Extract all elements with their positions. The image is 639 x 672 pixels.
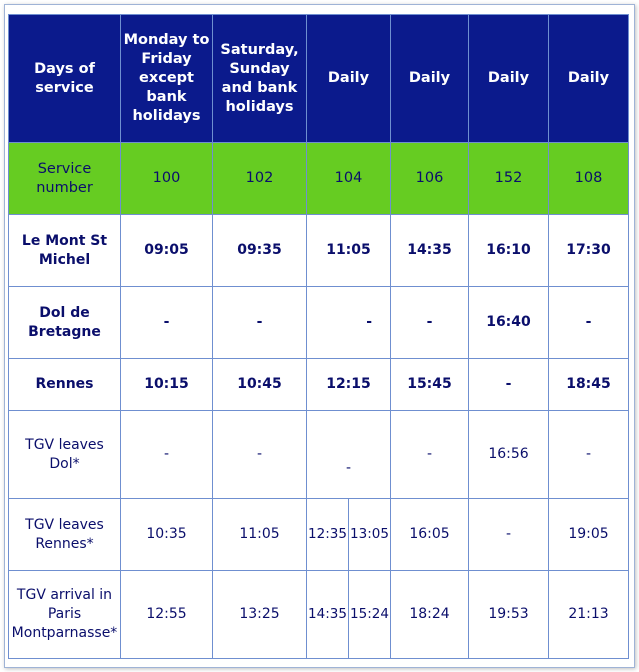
- time-cell: 18:45: [549, 359, 629, 411]
- service-number-6: 108: [549, 143, 629, 215]
- time-cell: 12:35: [307, 499, 349, 571]
- time-cell: 16:40: [469, 287, 549, 359]
- service-number-4: 106: [391, 143, 469, 215]
- time-cell: 13:25: [213, 571, 307, 659]
- time-cell: 16:05: [391, 499, 469, 571]
- table-row: [9, 571, 629, 659]
- table-row: [9, 359, 629, 411]
- time-cell: 17:30: [549, 215, 629, 287]
- service-number-5: 152: [469, 143, 549, 215]
- timetable: [8, 14, 629, 659]
- time-cell: -: [549, 411, 629, 499]
- time-cell: 15:24: [349, 571, 391, 659]
- header-col-2: Saturday, Sunday and bank holidays: [213, 15, 307, 143]
- header-col-1: Monday to Friday except bank holidays: [121, 15, 213, 143]
- station-le-mont-st-michel: Le Mont St Michel: [9, 215, 121, 287]
- time-cell: 15:45: [391, 359, 469, 411]
- header-col-3: Daily: [307, 15, 391, 143]
- tgv-leaves-dol-label: TGV leaves Dol*: [9, 411, 121, 499]
- time-cell: 10:35: [121, 499, 213, 571]
- header-col-6: Daily: [549, 15, 629, 143]
- time-cell: 14:35: [391, 215, 469, 287]
- time-cell: 10:15: [121, 359, 213, 411]
- tgv-leaves-rennes-label: TGV leaves Rennes*: [9, 499, 121, 571]
- time-cell: 18:24: [391, 571, 469, 659]
- time-cell: -: [213, 411, 307, 499]
- time-cell: 16:10: [469, 215, 549, 287]
- table-row: [9, 287, 629, 359]
- header-row: [9, 15, 629, 143]
- time-cell: 12:55: [121, 571, 213, 659]
- service-number-row: [9, 143, 629, 215]
- time-cell: -: [213, 287, 307, 359]
- table-row: [9, 499, 629, 571]
- time-cell: 11:05: [307, 215, 391, 287]
- service-number-1: 100: [121, 143, 213, 215]
- table-row: [9, 215, 629, 287]
- header-col-4: Daily: [391, 15, 469, 143]
- time-cell: 11:05: [213, 499, 307, 571]
- days-of-service-label: Days of service: [9, 15, 121, 143]
- time-cell: -: [121, 287, 213, 359]
- time-cell: 21:13: [549, 571, 629, 659]
- time-cell: 09:05: [121, 215, 213, 287]
- time-cell: 12:15: [307, 359, 391, 411]
- service-number-3: 104: [307, 143, 391, 215]
- time-cell: [307, 411, 391, 499]
- time-cell: 14:35: [307, 571, 349, 659]
- service-number-label: Service number: [9, 143, 121, 215]
- tgv-arrival-paris-label: TGV arrival in Paris Montparnasse*: [9, 571, 121, 659]
- time-value: -: [345, 460, 352, 476]
- time-cell: -: [549, 287, 629, 359]
- time-cell: 10:45: [213, 359, 307, 411]
- time-cell: 09:35: [213, 215, 307, 287]
- service-number-2: 102: [213, 143, 307, 215]
- time-cell: 13:05: [349, 499, 391, 571]
- time-cell: 16:56: [469, 411, 549, 499]
- time-cell: -: [307, 287, 391, 359]
- time-cell: -: [469, 359, 549, 411]
- time-cell: -: [121, 411, 213, 499]
- time-cell: 19:05: [549, 499, 629, 571]
- station-dol-de-bretagne: Dol de Bretagne: [9, 287, 121, 359]
- time-cell: -: [391, 411, 469, 499]
- time-cell: 19:53: [469, 571, 549, 659]
- time-cell: -: [469, 499, 549, 571]
- station-rennes: Rennes: [9, 359, 121, 411]
- time-cell: -: [391, 287, 469, 359]
- header-col-5: Daily: [469, 15, 549, 143]
- table-row: [9, 411, 629, 499]
